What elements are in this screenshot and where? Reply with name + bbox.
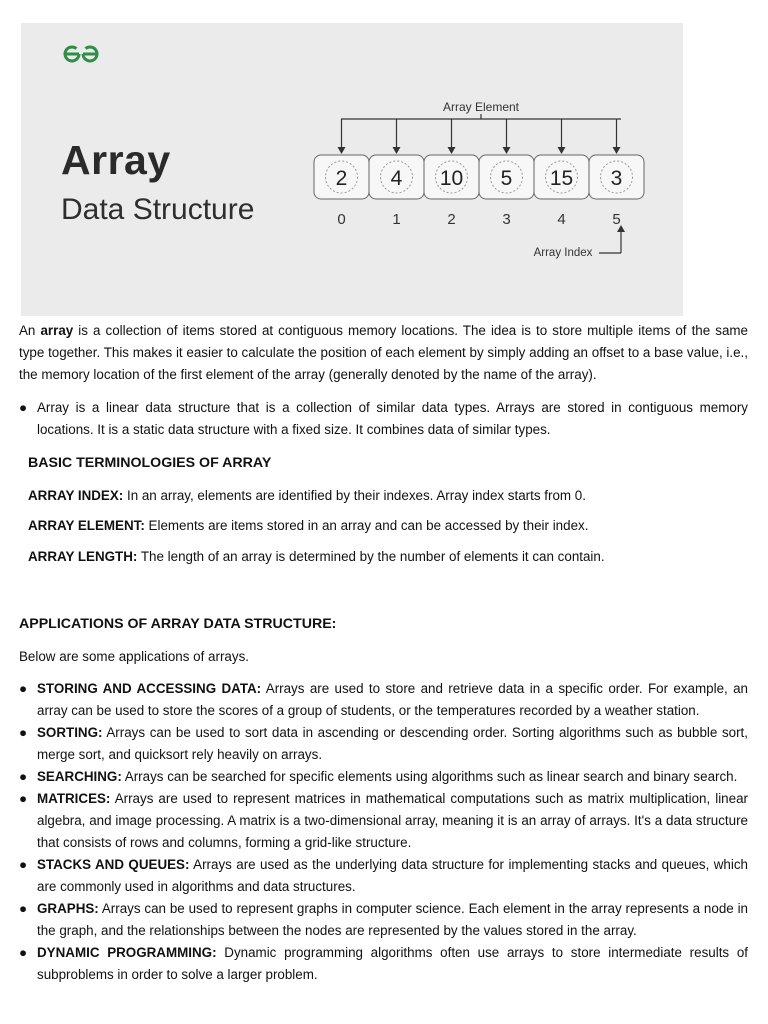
arrow-down-icon [338,147,346,154]
array-diagram [21,23,683,316]
array-bold-term: array [40,323,74,338]
bullet-icon: ● [19,769,28,784]
list-item: ● DYNAMIC PROGRAMMING: Dynamic programming algorithms often use arrays to store intermediate results of subproblems in order to solve a larger problem. [19,942,748,986]
list-item: ● SEARCHING: Arrays can be searched for specific elements using algorithms such as linear search and binary search. [19,766,748,788]
array-cell-value: 10 [439,167,464,190]
arrow-down-icon [613,147,621,154]
array-index-label: 4 [557,211,566,228]
array-index-label: 3 [502,211,511,228]
array-index-label: 2 [447,211,456,228]
intro-paragraph: An array is a collection of items stored at contiguous memory locations. The idea is to store multiple items of the same type together. This makes it easier to calculate the position of each element by simply adding an offset to a base value, i.e., the memory location of the first element of the array (generally denoted by the name of the array). [19,323,748,382]
list-item: ● Array is a linear data structure that is a collection of similar data types. Arrays are stored in contiguous memory locations. It is a static data structure with a fixed size. It combines data of similar types. [19,397,748,441]
applications-list [19,678,748,986]
term-array-length: ARRAY LENGTH: The length of an array is determined by the number of elements it can contain. [28,549,605,564]
arrow-down-icon [503,147,511,154]
bullet-icon: ● [19,681,28,696]
bullet-icon: ● [19,791,28,806]
array-index-label: 1 [392,211,401,228]
term-array-index: ARRAY INDEX: In an array, elements are identified by their indexes. Array index starts from 0. [28,488,586,503]
arrow-down-icon [448,147,456,154]
banner-subtitle: Data Structure [61,193,255,226]
array-element-caption: Array Element [442,100,520,114]
arrow-down-icon [558,147,566,154]
list-item: ● STACKS AND QUEUES: Arrays are used as the underlying data structure for implementing stacks and queues, which are commonly used in algorithms and data structures. [19,854,748,898]
header-banner [21,23,683,316]
applications-heading: APPLICATIONS OF ARRAY DATA STRUCTURE: [19,616,337,632]
banner-title: Array [61,137,171,183]
array-cell-value: 15 [549,167,574,190]
array-index-label: 5 [612,211,621,228]
array-cell-value: 5 [500,167,513,190]
array-cell-value: 2 [335,167,348,190]
list-item: ● SORTING: Arrays can be used to sort data in ascending or descending order. Sorting algorithms such as bubble sort, merge sort, and quicksort rely heavily on arrays. [19,722,748,766]
list-item: ● GRAPHS: Arrays can be used to represent graphs in computer science. Each element in the array represents a node in the graph, and the relationships between the nodes are represented by the values stored in the array. [19,898,748,942]
bullet-icon: ● [19,725,28,740]
term-array-element: ARRAY ELEMENT: Elements are items stored in an array and can be accessed by their index. [28,518,589,533]
list-item: ● MATRICES: Arrays are used to represent matrices in mathematical computations such as matrix multiplication, linear algebra, and image processing. A matrix is a two-dimensional array, meaning it is an array of arrays. It's a data structure that consists of rows and columns, forming a grid-like structure. [19,788,748,854]
bullet-icon: ● [19,400,28,415]
array-cells [314,119,644,228]
bullet-icon: ● [19,945,28,960]
array-index-label: 0 [337,211,346,228]
terminology-heading: BASIC TERMINOLOGIES OF ARRAY [28,455,272,471]
list-item: ● STORING AND ACCESSING DATA: Arrays are used to store and retrieve data in a specific order. For example, an array can be used to store the scores of a group of students, or the temperatures recorded by a weather station. [19,678,748,722]
arrow-down-icon [393,147,401,154]
bullet-icon: ● [19,901,28,916]
applications-intro: Below are some applications of arrays. [19,649,249,664]
bullet-icon: ● [19,857,28,872]
array-index-caption: Array Index [533,247,593,259]
array-cell-value: 3 [610,167,623,190]
array-cell-value: 4 [390,167,403,190]
